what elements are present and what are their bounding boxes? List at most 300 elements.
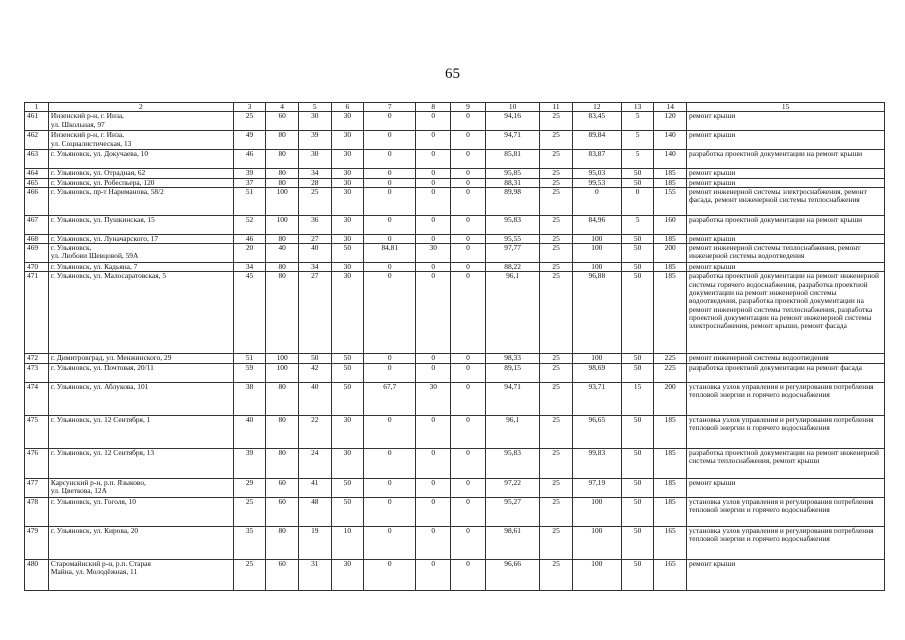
value-cell: 185	[654, 178, 687, 187]
address-line: г. Ульяновск, ул. Аблукова, 101	[50, 382, 149, 391]
value-cell: 25	[540, 559, 573, 590]
value-cell: 0	[416, 169, 451, 178]
value-cell: 100	[572, 526, 621, 559]
header-cell: 4	[266, 103, 299, 112]
value-cell: 50	[621, 478, 654, 497]
row-number-cell: 468	[25, 234, 49, 243]
table-row	[25, 448, 885, 478]
value-cell: 96,1	[485, 272, 539, 354]
value-cell: 30	[331, 169, 364, 178]
value-cell: 25	[540, 363, 573, 382]
value-cell: 0	[621, 187, 654, 215]
value-cell: 100	[572, 497, 621, 526]
value-cell: 25	[540, 150, 573, 169]
value-cell: 5	[621, 215, 654, 234]
address-cell	[48, 169, 233, 178]
row-number-cell: 476	[25, 448, 49, 478]
value-cell: 41	[298, 478, 331, 497]
value-cell: 94,71	[485, 131, 539, 150]
value-cell: 0	[416, 497, 451, 526]
address-line: ул. Любови Шевцовой, 59А	[50, 251, 139, 261]
header-cell: 7	[364, 103, 416, 112]
value-cell: 95,55	[485, 234, 539, 243]
value-cell: 0	[451, 234, 486, 243]
value-cell: 25	[540, 215, 573, 234]
value-cell: 59	[233, 363, 266, 382]
work-description-cell: ремонт инженерной системы водоотведения	[687, 354, 885, 363]
row-number-cell: 475	[25, 415, 49, 448]
row-number-cell: 469	[25, 244, 49, 263]
value-cell: 30	[298, 112, 331, 131]
value-cell: 22	[298, 415, 331, 448]
value-cell: 50	[331, 354, 364, 363]
value-cell: 96,88	[572, 272, 621, 354]
value-cell: 25	[540, 478, 573, 497]
header-cell: 11	[540, 103, 573, 112]
address-line: г. Ульяновск,	[50, 243, 92, 253]
value-cell: 185	[654, 169, 687, 178]
value-cell: 24	[298, 448, 331, 478]
value-cell: 0	[364, 497, 416, 526]
value-cell: 97,22	[485, 478, 539, 497]
value-cell: 25	[540, 234, 573, 243]
value-cell: 48	[298, 497, 331, 526]
value-cell: 0	[364, 272, 416, 354]
value-cell: 94,71	[485, 382, 539, 415]
address-line: г. Ульяновск, пр-т Нариманова, 58/2	[50, 187, 164, 196]
row-number-cell: 467	[25, 215, 49, 234]
value-cell: 89,15	[485, 363, 539, 382]
header-cell: 3	[233, 103, 266, 112]
value-cell: 67,7	[364, 382, 416, 415]
address-cell	[48, 354, 233, 363]
value-cell: 0	[416, 131, 451, 150]
address-line: ул. Школьная, 97	[50, 119, 105, 129]
value-cell: 50	[621, 234, 654, 243]
value-cell: 140	[654, 150, 687, 169]
value-cell: 50	[331, 382, 364, 415]
value-cell: 165	[654, 559, 687, 590]
table-row	[25, 497, 885, 526]
value-cell: 0	[364, 559, 416, 590]
value-cell: 0	[364, 215, 416, 234]
value-cell: 95,83	[485, 215, 539, 234]
table-body	[25, 103, 885, 591]
value-cell: 200	[654, 382, 687, 415]
table-row	[25, 150, 885, 169]
value-cell: 80	[266, 526, 299, 559]
value-cell: 0	[451, 150, 486, 169]
value-cell: 0	[416, 448, 451, 478]
value-cell: 25	[540, 497, 573, 526]
value-cell: 89,98	[485, 187, 539, 215]
table-row	[25, 215, 885, 234]
address-line: г. Ульяновск, ул. Кадьяна, 7	[50, 262, 138, 272]
value-cell: 50	[331, 478, 364, 497]
page-number: 65	[445, 66, 460, 82]
value-cell: 99,83	[572, 448, 621, 478]
row-number-cell: 477	[25, 478, 49, 497]
value-cell: 0	[451, 559, 486, 590]
value-cell: 25	[540, 526, 573, 559]
address-line: г. Ульяновск, ул. Кирова, 20	[50, 526, 139, 535]
value-cell: 25	[298, 187, 331, 215]
row-number-cell: 478	[25, 497, 49, 526]
value-cell: 31	[298, 559, 331, 590]
value-cell: 0	[364, 112, 416, 131]
value-cell: 25	[233, 497, 266, 526]
value-cell: 0	[364, 526, 416, 559]
value-cell: 0	[364, 234, 416, 243]
row-number-cell: 480	[25, 559, 49, 590]
value-cell: 27	[298, 272, 331, 354]
header-cell: 1	[25, 103, 49, 112]
value-cell: 0	[364, 263, 416, 272]
value-cell: 0	[364, 187, 416, 215]
work-description-cell: ремонт крыши	[687, 263, 885, 272]
value-cell: 50	[621, 415, 654, 448]
value-cell: 80	[266, 178, 299, 187]
value-cell: 50	[621, 178, 654, 187]
value-cell: 30	[331, 448, 364, 478]
value-cell: 80	[266, 263, 299, 272]
table-row	[25, 382, 885, 415]
value-cell: 0	[451, 169, 486, 178]
value-cell: 165	[654, 526, 687, 559]
value-cell: 99,53	[572, 178, 621, 187]
value-cell: 0	[451, 448, 486, 478]
value-cell: 80	[266, 415, 299, 448]
work-description-cell: ремонт крыши	[687, 112, 885, 131]
value-cell: 0	[416, 272, 451, 354]
header-cell: 15	[687, 103, 885, 112]
value-cell: 100	[266, 215, 299, 234]
value-cell: 30	[331, 150, 364, 169]
value-cell: 0	[364, 169, 416, 178]
value-cell: 25	[540, 382, 573, 415]
header-cell: 8	[416, 103, 451, 112]
value-cell: 50	[621, 448, 654, 478]
value-cell: 80	[266, 382, 299, 415]
value-cell: 95,27	[485, 497, 539, 526]
work-description-cell: ремонт крыши	[687, 559, 885, 590]
value-cell: 0	[416, 478, 451, 497]
value-cell: 185	[654, 272, 687, 354]
address-cell	[48, 363, 233, 382]
row-number-cell: 463	[25, 150, 49, 169]
value-cell: 10	[331, 526, 364, 559]
table-row	[25, 187, 885, 215]
value-cell: 25	[540, 178, 573, 187]
address-line: Инзенский р-н, г. Инза,	[50, 111, 125, 121]
value-cell: 25	[233, 559, 266, 590]
row-number-cell: 466	[25, 187, 49, 215]
work-description-cell: установка узлов управления и регулирования потребления тепловой энергии и горячего водоснабжения	[687, 526, 885, 559]
value-cell: 0	[416, 354, 451, 363]
value-cell: 0	[364, 150, 416, 169]
work-description-cell: разработка проектной документации на ремонт инженерной системы теплоснабжения, ремонт крыши	[687, 448, 885, 478]
address-cell	[48, 382, 233, 415]
value-cell: 51	[233, 187, 266, 215]
value-cell: 0	[416, 178, 451, 187]
value-cell: 25	[540, 263, 573, 272]
value-cell: 5	[621, 150, 654, 169]
value-cell: 49	[233, 131, 266, 150]
value-cell: 45	[233, 272, 266, 354]
value-cell: 95,03	[572, 169, 621, 178]
value-cell: 185	[654, 234, 687, 243]
address-cell	[48, 234, 233, 243]
value-cell: 200	[654, 244, 687, 263]
value-cell: 25	[540, 131, 573, 150]
register-table	[24, 102, 885, 591]
value-cell: 50	[621, 354, 654, 363]
value-cell: 25	[540, 448, 573, 478]
value-cell: 0	[364, 415, 416, 448]
value-cell: 36	[298, 215, 331, 234]
row-number-cell: 472	[25, 354, 49, 363]
value-cell: 46	[233, 234, 266, 243]
value-cell: 25	[540, 112, 573, 131]
value-cell: 30	[298, 150, 331, 169]
value-cell: 50	[621, 244, 654, 263]
address-cell	[48, 263, 233, 272]
value-cell: 0	[451, 112, 486, 131]
value-cell: 25	[540, 272, 573, 354]
value-cell: 83,45	[572, 112, 621, 131]
value-cell: 85,81	[485, 150, 539, 169]
value-cell: 30	[331, 263, 364, 272]
table-row	[25, 559, 885, 590]
work-description-cell: установка узлов управления и регулирования потребления тепловой энергии и горячего водоснабжения	[687, 415, 885, 448]
value-cell: 0	[451, 354, 486, 363]
value-cell: 40	[266, 244, 299, 263]
value-cell: 30	[331, 187, 364, 215]
work-description-cell: разработка проектной документации на ремонт инженерной системы горячего водоснабжения, разработка проектной документации на ремонт инженерной системы водоотведения, разработка проектной документации на ремонт инженерной системы теплоснабжения, разработка проектной документации на ремонт инженерной системы электроснабжения, ремонт крыши, ремонт фасада	[687, 272, 885, 354]
value-cell: 0	[572, 187, 621, 215]
value-cell: 93,71	[572, 382, 621, 415]
value-cell: 97,19	[572, 478, 621, 497]
value-cell: 40	[233, 415, 266, 448]
value-cell: 30	[331, 112, 364, 131]
value-cell: 95,85	[485, 169, 539, 178]
value-cell: 185	[654, 415, 687, 448]
header-cell: 9	[451, 103, 486, 112]
value-cell: 155	[654, 187, 687, 215]
header-cell: 10	[485, 103, 539, 112]
value-cell: 50	[331, 363, 364, 382]
value-cell: 38	[233, 382, 266, 415]
value-cell: 100	[266, 354, 299, 363]
value-cell: 60	[266, 559, 299, 590]
row-number-cell: 473	[25, 363, 49, 382]
value-cell: 185	[654, 497, 687, 526]
value-cell: 5	[621, 131, 654, 150]
value-cell: 120	[654, 112, 687, 131]
row-number-cell: 474	[25, 382, 49, 415]
value-cell: 80	[266, 234, 299, 243]
value-cell: 0	[451, 131, 486, 150]
row-number-cell: 461	[25, 112, 49, 131]
value-cell: 100	[572, 354, 621, 363]
value-cell: 0	[451, 187, 486, 215]
value-cell: 96,66	[485, 559, 539, 590]
value-cell: 0	[364, 354, 416, 363]
address-line: ул. Социалистическая, 13	[50, 138, 132, 148]
value-cell: 39	[233, 169, 266, 178]
value-cell: 100	[572, 244, 621, 263]
header-cell: 14	[654, 103, 687, 112]
value-cell: 50	[621, 272, 654, 354]
table-row	[25, 272, 885, 354]
table-row	[25, 131, 885, 150]
address-line: г. Ульяновск, ул. 12 Сентября, 1	[50, 415, 151, 424]
value-cell: 0	[451, 526, 486, 559]
row-number-cell: 471	[25, 272, 49, 354]
value-cell: 20	[233, 244, 266, 263]
value-cell: 25	[233, 112, 266, 131]
table-row	[25, 169, 885, 178]
address-cell	[48, 178, 233, 187]
header-cell: 12	[572, 103, 621, 112]
address-cell	[48, 131, 233, 150]
value-cell: 30	[331, 415, 364, 448]
address-line: Майна, ул. Молодёжная, 11	[50, 567, 138, 577]
value-cell: 89,84	[572, 131, 621, 150]
value-cell: 52	[233, 215, 266, 234]
value-cell: 25	[540, 169, 573, 178]
value-cell: 0	[451, 272, 486, 354]
value-cell: 40	[298, 382, 331, 415]
value-cell: 0	[416, 215, 451, 234]
value-cell: 0	[364, 178, 416, 187]
value-cell: 96,1	[485, 415, 539, 448]
work-description-cell: разработка проектной документации на ремонт фасада	[687, 363, 885, 382]
value-cell: 30	[416, 244, 451, 263]
value-cell: 185	[654, 478, 687, 497]
row-number-cell: 479	[25, 526, 49, 559]
header-cell: 6	[331, 103, 364, 112]
value-cell: 225	[654, 354, 687, 363]
address-line: г. Ульяновск, ул. Малосаратовская, 5	[50, 271, 167, 281]
value-cell: 0	[451, 497, 486, 526]
table-row	[25, 415, 885, 448]
value-cell: 25	[540, 187, 573, 215]
value-cell: 0	[451, 363, 486, 382]
address-cell	[48, 150, 233, 169]
value-cell: 30	[331, 559, 364, 590]
value-cell: 0	[364, 478, 416, 497]
value-cell: 39	[298, 131, 331, 150]
value-cell: 50	[331, 244, 364, 263]
value-cell: 0	[364, 131, 416, 150]
address-line: г. Ульяновск, ул. 12 Сентября, 13	[50, 448, 155, 457]
value-cell: 100	[572, 559, 621, 590]
value-cell: 25	[540, 354, 573, 363]
value-cell: 29	[233, 478, 266, 497]
header-cell: 2	[48, 103, 233, 112]
address-cell	[48, 415, 233, 448]
value-cell: 0	[416, 559, 451, 590]
value-cell: 50	[621, 526, 654, 559]
value-cell: 25	[540, 415, 573, 448]
address-line: г. Ульяновск, ул. Отрадная, 62	[50, 168, 146, 178]
value-cell: 60	[266, 497, 299, 526]
value-cell: 40	[298, 244, 331, 263]
value-cell: 140	[654, 131, 687, 150]
value-cell: 0	[451, 382, 486, 415]
address-line: г. Ульяновск, ул. Гоголя, 10	[50, 497, 137, 506]
work-description-cell: установка узлов управления и регулирования потребления тепловой энергии и горячего водоснабжения	[687, 497, 885, 526]
value-cell: 0	[451, 215, 486, 234]
value-cell: 185	[654, 263, 687, 272]
value-cell: 0	[364, 448, 416, 478]
header-row	[25, 103, 885, 112]
value-cell: 98,33	[485, 354, 539, 363]
value-cell: 0	[416, 415, 451, 448]
address-line: г. Ульяновск, ул. Докучаева, 10	[50, 149, 149, 159]
value-cell: 0	[451, 263, 486, 272]
value-cell: 0	[364, 363, 416, 382]
value-cell: 80	[266, 448, 299, 478]
address-cell	[48, 215, 233, 234]
value-cell: 50	[331, 497, 364, 526]
work-description-cell: ремонт крыши	[687, 178, 885, 187]
value-cell: 60	[266, 112, 299, 131]
value-cell: 34	[298, 263, 331, 272]
value-cell: 185	[654, 448, 687, 478]
value-cell: 27	[298, 234, 331, 243]
value-cell: 80	[266, 169, 299, 178]
value-cell: 0	[416, 363, 451, 382]
address-line: г. Ульяновск, ул. Робеспьера, 120	[50, 178, 155, 187]
value-cell: 96,65	[572, 415, 621, 448]
value-cell: 100	[572, 263, 621, 272]
value-cell: 50	[621, 363, 654, 382]
value-cell: 100	[572, 234, 621, 243]
table-row	[25, 363, 885, 382]
value-cell: 0	[416, 234, 451, 243]
value-cell: 97,77	[485, 244, 539, 263]
address-line: Инзенский р-н, г. Инза,	[50, 130, 125, 140]
value-cell: 51	[233, 354, 266, 363]
value-cell: 50	[298, 354, 331, 363]
value-cell: 83,87	[572, 150, 621, 169]
table-row	[25, 178, 885, 187]
value-cell: 84,81	[364, 244, 416, 263]
header-cell: 5	[298, 103, 331, 112]
address-line: ул. Цветкова, 12А	[50, 486, 107, 496]
work-description-cell: ремонт крыши	[687, 131, 885, 150]
value-cell: 34	[233, 263, 266, 272]
value-cell: 0	[416, 112, 451, 131]
value-cell: 94,16	[485, 112, 539, 131]
value-cell: 60	[266, 478, 299, 497]
value-cell: 30	[331, 178, 364, 187]
value-cell: 39	[233, 448, 266, 478]
address-line: г. Димитровград, ул. Менжинского, 29	[50, 353, 172, 363]
header-cell: 13	[621, 103, 654, 112]
value-cell: 30	[331, 234, 364, 243]
value-cell: 25	[540, 244, 573, 263]
value-cell: 5	[621, 112, 654, 131]
work-description-cell: ремонт крыши	[687, 169, 885, 178]
address-line: Старомайнский р-н, р.п. Старая	[50, 559, 151, 568]
value-cell: 50	[621, 169, 654, 178]
work-description-cell: ремонт инженерной системы теплоснабжения, ремонт инженерной системы водоотведения	[687, 244, 885, 263]
table-row	[25, 478, 885, 497]
address-line: г. Ульяновск, ул. Почтовая, 20/11	[50, 363, 154, 372]
